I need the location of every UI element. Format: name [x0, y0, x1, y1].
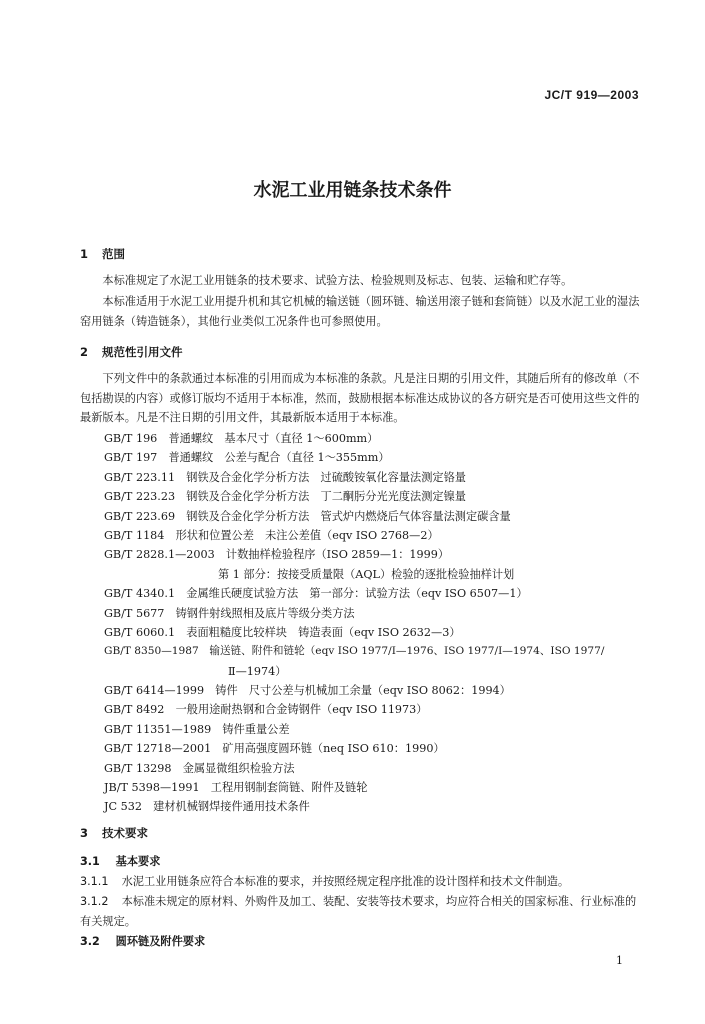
subsection-title: 圆环链及附件要求: [115, 935, 206, 948]
reference-item: GB/T 13298 金属显微组织检验方法: [104, 761, 295, 775]
section-1-paragraph-2: 本标准适用于水泥工业用提升机和其它机械的输送链（圆环链、输送用滚子链和套筒链）以及水泥工业的湿法窑用链条（铸造链条），其他行业类似工况条件也可参照使用。: [80, 295, 640, 328]
subsection-number: 3.1: [80, 855, 100, 868]
subsection-3-2-heading: [80, 933, 205, 949]
section-title: 范围: [102, 247, 126, 261]
reference-item: GB/T 4340.1 金属维氏硬度试验方法 第一部分：试验方法（eqv ISO 6507—1）: [104, 587, 528, 601]
document-title: 水泥工业用链条技术条件: [253, 180, 452, 201]
section-1-paragraph-1: 本标准规定了水泥工业用链条的技术要求、试验方法、检验规则及标志、包装、运输和贮存等。: [102, 274, 573, 287]
reference-item: GB/T 5677 铸钢件射线照相及底片等级分类方法: [104, 606, 355, 620]
section-number: 1: [80, 247, 89, 261]
reference-item: GB/T 197 普通螺纹 公差与配合（直径 1～355mm）: [104, 451, 390, 465]
reference-item: GB/T 8492 一般用途耐热钢和合金铸钢件（eqv ISO 11973）: [104, 703, 428, 717]
section-2-intro: 下列文件中的条款通过本标准的引用而成为本标准的条款。凡是注日期的引用文件，其随后所有的修改单（不包括勘误的内容）或修订版均不适用于本标准，然而，鼓励根据本标准达成协议的各方研究是否可使用这些文件的最新版本。凡是不注日期的引用文件，其最新版本适用于本标准。: [80, 372, 640, 424]
reference-item: GB/T 223.23 钢铁及合金化学分析方法 丁二酮肟分光光度法测定镍量: [104, 490, 466, 504]
page-number: 1: [616, 954, 623, 967]
clause-text: 水泥工业用链条应符合本标准的要求，并按照经规定程序批准的设计图样和技术文件制造。: [121, 875, 570, 888]
clause-text: 本标准未规定的原材料、外购件及加工、装配、安装等技术要求，均应符合相关的国家标准、行业标准的有关规定。: [80, 895, 637, 928]
section-title: 规范性引用文件: [102, 345, 183, 359]
subsection-title: 基本要求: [115, 855, 161, 868]
reference-item-continuation: 第 1 部分：按接受质量限（AQL）检验的逐批检验抽样计划: [218, 567, 515, 581]
reference-item: GB/T 2828.1—2003 计数抽样检验程序（ISO 2859—1：1999）: [104, 548, 450, 562]
clause-3-1-2: [80, 892, 642, 931]
standard-code: JC/T 919—2003: [544, 88, 639, 102]
subsection-3-1-heading: [80, 853, 160, 869]
reference-item: GB/T 196 普通螺纹 基本尺寸（直径 1～600mm）: [104, 432, 379, 445]
clause-number: 3.1.2: [80, 895, 109, 908]
section-number: 3: [80, 826, 89, 840]
reference-item: JC 532 建材机械钢焊接件通用技术条件: [104, 800, 310, 814]
section-1-heading: [80, 246, 125, 262]
reference-item: GB/T 6414—1999 铸件 尺寸公差与机械加工余量（eqv ISO 8062：1994）: [104, 684, 511, 698]
reference-item: GB/T 12718—2001 矿用高强度圆环链（neq ISO 610：1990）: [104, 742, 445, 756]
reference-item: GB/T 6060.1 表面粗糙度比较样块 铸造表面（eqv ISO 2632—3）: [104, 625, 461, 639]
section-title: 技术要求: [102, 826, 149, 840]
clause-3-1-1: [80, 872, 642, 892]
clause-number: 3.1.1: [80, 875, 109, 888]
normative-reference-list: [104, 429, 644, 817]
reference-item-continuation: Ⅱ—1974）: [228, 664, 287, 678]
reference-item: GB/T 223.11 钢铁及合金化学分析方法 过硫酸铵氧化容量法测定铬量: [104, 470, 466, 484]
reference-item: GB/T 1184 形状和位置公差 未注公差值（eqv ISO 2768—2）: [104, 528, 439, 542]
section-3-heading: [80, 825, 148, 841]
reference-item: JB/T 5398—1991 工程用钢制套筒链、附件及链轮: [104, 781, 368, 795]
section-2-heading: [80, 344, 183, 360]
section-number: 2: [80, 345, 89, 359]
reference-item: GB/T 11351—1989 铸件重量公差: [104, 722, 290, 736]
subsection-number: 3.2: [80, 935, 100, 948]
reference-item: GB/T 8350—1987 输送链、附件和链轮（eqv ISO 1977/Ⅰ—1976、ISO 1977/Ⅰ—1974、ISO 1977/: [104, 645, 605, 658]
reference-item: GB/T 223.69 钢铁及合金化学分析方法 管式炉内燃烧后气体容量法测定碳含量: [104, 509, 511, 523]
